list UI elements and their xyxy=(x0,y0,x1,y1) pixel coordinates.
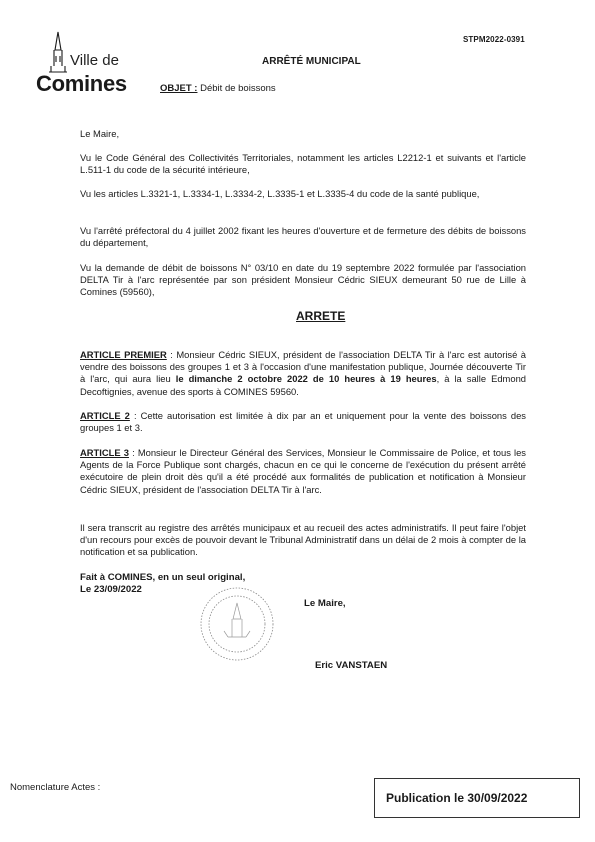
signer-name: Eric VANSTAEN xyxy=(315,660,388,671)
article-premier-location: , à la salle Edmond Decoftignies, avenue des sports à COMINES 59560. xyxy=(80,373,526,397)
article-3-text: : Monsieur le Directeur Général des Services, Monsieur le Commissaire de Police, et tous les Agents de la Force Publique sont chargés, chacun en ce qui le concerne de l'exécution du présent arrêté exécutoire de plein droit dès qu'il a été procédé aux formalités de publication et notification à Monsieur Cédric SIEUX, président de l'association DELTA Tir à l'arc. xyxy=(80,447,526,495)
article-2-text: : Cette autorisation est limitée à dix par an et uniquement pour la vente des boissons des groupes 1 et 3. xyxy=(80,410,526,434)
municipal-seal-stamp xyxy=(196,585,278,663)
objet-text: Débit de boissons xyxy=(200,83,276,94)
publication-date: Publication le 30/09/2022 xyxy=(386,791,528,805)
date-line: Le 23/09/2022 xyxy=(80,584,142,595)
objet-label: OBJET : xyxy=(160,83,198,94)
article-premier-label: ARTICLE PREMIER xyxy=(80,349,167,360)
article-2 xyxy=(80,410,526,434)
document-title: ARRÊTÉ MUNICIPAL xyxy=(262,56,361,67)
signature-title: Le Maire, xyxy=(304,598,346,609)
le-maire-intro: Le Maire, xyxy=(80,128,120,139)
article-premier-text: : Monsieur Cédric SIEUX, président de l'association DELTA Tir à l'arc est autorisé à vendre des boissons des groupes 1 et 3 à l'occasion d'une manifestation publique, Journée découverte Tir à l'arc, qui aura lieu xyxy=(80,349,526,385)
article-3 xyxy=(80,447,526,496)
nomenclature-label: Nomenclature Actes : xyxy=(10,782,101,793)
logo-comines: Comines xyxy=(36,71,127,96)
vu-paragraph-2: Vu les articles L.3321-1, L.3334-1, L.3334-2, L.3335-1 et L.3335-4 du code de la santé publique, xyxy=(80,188,480,199)
article-premier-date: le dimanche 2 octobre 2022 de 10 heures à 19 heures xyxy=(175,373,437,385)
document-reference: STPM2022-0391 xyxy=(463,35,525,44)
article-3-label: ARTICLE 3 xyxy=(80,447,129,458)
transcript-paragraph: Il sera transcrit au registre des arrêtés municipaux et au recueil des actes administratifs. Il peut faire l'objet d'un recours pour excès de pouvoir devant le Tribunal Administratif dans un délai de 2 mois à compter de la notification et sa publication. xyxy=(80,522,526,558)
vu-paragraph-3: Vu l'arrêté préfectoral du 4 juillet 2002 fixant les heures d'ouverture et de fermeture des débits de boissons du département, xyxy=(80,225,526,249)
vu-paragraph-1: Vu le Code Général des Collectivités Territoriales, notamment les articles L2212-1 et suivants et l'article L.511-1 du code de la sécurité intérieure, xyxy=(80,152,526,176)
objet-line xyxy=(160,83,276,94)
arrete-heading: ARRETE xyxy=(296,309,346,323)
logo-ville-de: Ville de xyxy=(70,52,119,69)
vu-paragraph-4: Vu la demande de débit de boissons N° 03/10 en date du 19 septembre 2022 formulée par l'association DELTA Tir à l'arc représentée par son président Monsieur Cédric SIEUX demeurant 50 rue de Lille à Comines (59560), xyxy=(80,262,526,298)
article-2-label: ARTICLE 2 xyxy=(80,410,130,421)
article-premier xyxy=(80,349,526,398)
fait-a-line: Fait à COMINES, en un seul original, xyxy=(80,572,246,583)
